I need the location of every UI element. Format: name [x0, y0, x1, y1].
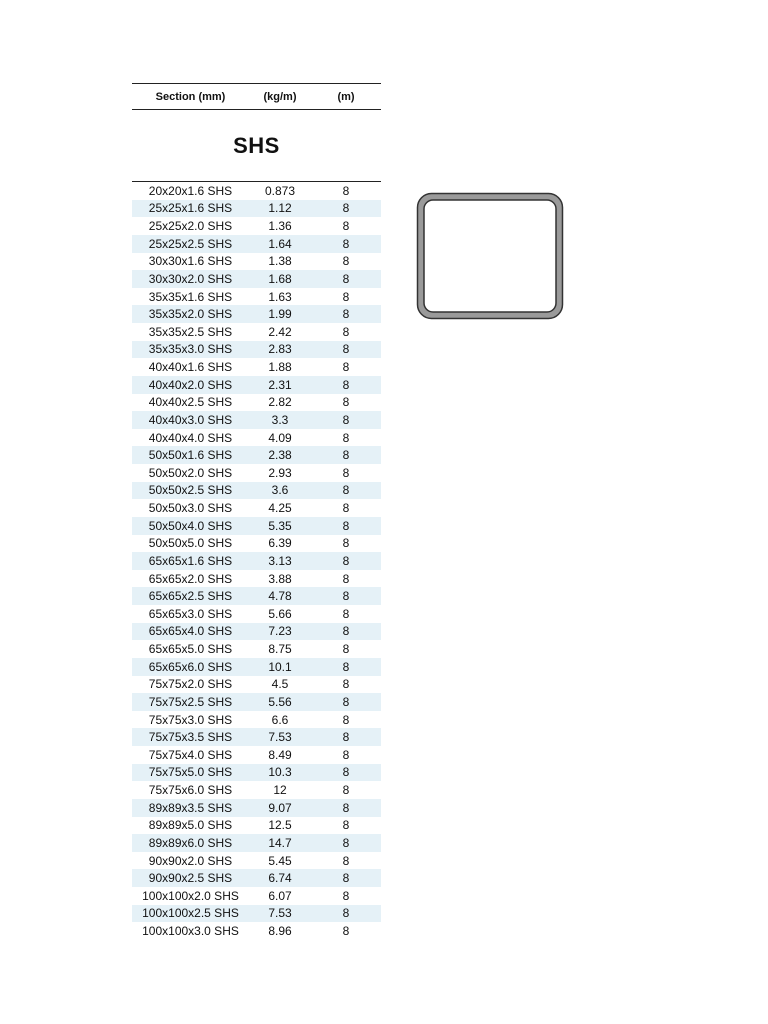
- table-row: [132, 676, 381, 694]
- cell-section: 25x25x1.6 SHS: [148, 201, 233, 216]
- table-row: [132, 887, 381, 905]
- cell-length: 8: [342, 571, 350, 586]
- cell-section: 100x100x2.5 SHS: [142, 906, 239, 921]
- cell-section: 40x40x1.6 SHS: [148, 360, 233, 375]
- table-row: [132, 711, 381, 729]
- table-row: [132, 834, 381, 852]
- cell-length: 8: [342, 871, 350, 886]
- table-title: SHS: [233, 132, 280, 158]
- cell-section: 65x65x2.0 SHS: [148, 571, 233, 586]
- cell-length: 8: [342, 677, 350, 692]
- cell-section: 75x75x3.5 SHS: [148, 730, 233, 745]
- table-row: [132, 429, 381, 447]
- cell-section: 35x35x2.0 SHS: [148, 307, 233, 322]
- cell-length: 8: [342, 888, 350, 903]
- cell-section: 75x75x5.0 SHS: [148, 765, 233, 780]
- table-row: [132, 852, 381, 870]
- cell-length: 8: [342, 465, 350, 480]
- cell-length: 8: [342, 853, 350, 868]
- cell-length: 8: [342, 377, 350, 392]
- cell-section: 30x30x1.6 SHS: [148, 254, 233, 269]
- table-row: [132, 693, 381, 711]
- cell-mass: 3.13: [268, 553, 292, 568]
- cell-length: 8: [342, 606, 350, 621]
- cell-section: 90x90x2.0 SHS: [148, 853, 233, 868]
- table-row: [132, 605, 381, 623]
- cell-section: 50x50x2.5 SHS: [148, 483, 233, 498]
- cell-section: 65x65x2.5 SHS: [148, 589, 233, 604]
- table-body: [132, 182, 381, 940]
- cell-length: 8: [342, 201, 350, 216]
- cell-length: 8: [342, 518, 350, 533]
- cell-mass: 12.5: [268, 818, 292, 833]
- cell-mass: 5.45: [268, 853, 292, 868]
- cell-mass: 8.96: [268, 924, 292, 939]
- table-row: [132, 217, 381, 235]
- cell-length: 8: [342, 642, 350, 657]
- table-row: [132, 817, 381, 835]
- cell-mass: 6.39: [268, 536, 292, 551]
- cell-mass: 10.1: [268, 659, 292, 674]
- cell-mass: 4.09: [268, 430, 292, 445]
- cell-length: 8: [342, 412, 350, 427]
- table-row: [132, 535, 381, 553]
- cell-mass: 1.99: [268, 307, 292, 322]
- table-row: [132, 623, 381, 641]
- cell-mass: 6.07: [268, 888, 292, 903]
- table-row: [132, 640, 381, 658]
- table-row: [132, 517, 381, 535]
- cell-length: 8: [342, 765, 350, 780]
- cell-mass: 12: [273, 783, 287, 798]
- table-row: [132, 799, 381, 817]
- cell-length: 8: [342, 324, 350, 339]
- cell-mass: 3.88: [268, 571, 292, 586]
- cell-length: 8: [342, 730, 350, 745]
- cell-length: 8: [342, 906, 350, 921]
- cell-section: 20x20x1.6 SHS: [148, 183, 233, 198]
- cell-length: 8: [342, 659, 350, 674]
- cell-length: 8: [342, 289, 350, 304]
- cell-section: 89x89x3.5 SHS: [148, 800, 233, 815]
- table-row: [132, 235, 381, 253]
- cell-section: 40x40x2.5 SHS: [148, 395, 233, 410]
- cell-section: 35x35x3.0 SHS: [148, 342, 233, 357]
- cell-length: 8: [342, 624, 350, 639]
- cell-section: 89x89x5.0 SHS: [148, 818, 233, 833]
- cell-mass: 2.93: [268, 465, 292, 480]
- square-hollow-section-icon: [416, 192, 564, 320]
- cell-mass: 2.83: [268, 342, 292, 357]
- table-row: [132, 781, 381, 799]
- table-row: [132, 746, 381, 764]
- cell-mass: 1.64: [268, 236, 292, 251]
- cell-section: 35x35x2.5 SHS: [148, 324, 233, 339]
- cell-mass: 3.3: [271, 412, 289, 427]
- cell-mass: 10.3: [268, 765, 292, 780]
- cell-section: 65x65x5.0 SHS: [148, 642, 233, 657]
- table-row: [132, 499, 381, 517]
- cell-mass: 7.23: [268, 624, 292, 639]
- cell-section: 50x50x2.0 SHS: [148, 465, 233, 480]
- table-row: [132, 869, 381, 887]
- cell-section: 35x35x1.6 SHS: [148, 289, 233, 304]
- table-row: [132, 253, 381, 271]
- table-row: [132, 482, 381, 500]
- cell-mass: 7.53: [268, 730, 292, 745]
- cell-section: 65x65x6.0 SHS: [148, 659, 233, 674]
- table-row: [132, 182, 381, 200]
- cell-mass: 7.53: [268, 906, 292, 921]
- cell-mass: 14.7: [268, 835, 292, 850]
- cell-length: 8: [342, 395, 350, 410]
- header-section: Section (mm): [155, 90, 226, 103]
- cell-mass: 0.873: [264, 183, 296, 198]
- table-row: [132, 323, 381, 341]
- cell-section: 89x89x6.0 SHS: [148, 835, 233, 850]
- cell-section: 75x75x2.0 SHS: [148, 677, 233, 692]
- cell-length: 8: [342, 536, 350, 551]
- cell-mass: 1.36: [268, 219, 292, 234]
- table-row: [132, 587, 381, 605]
- cell-length: 8: [342, 818, 350, 833]
- cell-section: 50x50x5.0 SHS: [148, 536, 233, 551]
- cell-section: 65x65x4.0 SHS: [148, 624, 233, 639]
- table-row: [132, 270, 381, 288]
- cell-mass: 1.88: [268, 360, 292, 375]
- cell-mass: 5.35: [268, 518, 292, 533]
- cell-length: 8: [342, 360, 350, 375]
- table-row: [132, 288, 381, 306]
- table-row: [132, 376, 381, 394]
- cell-length: 8: [342, 694, 350, 709]
- table-row: [132, 446, 381, 464]
- cell-length: 8: [342, 219, 350, 234]
- table-header: [132, 84, 381, 109]
- table-row: [132, 658, 381, 676]
- cell-length: 8: [342, 501, 350, 516]
- cell-section: 65x65x3.0 SHS: [148, 606, 233, 621]
- cell-length: 8: [342, 271, 350, 286]
- cell-length: 8: [342, 712, 350, 727]
- table-row: [132, 411, 381, 429]
- cell-length: 8: [342, 783, 350, 798]
- table-row: [132, 305, 381, 323]
- cell-section: 25x25x2.5 SHS: [148, 236, 233, 251]
- cell-length: 8: [342, 307, 350, 322]
- cell-mass: 1.63: [268, 289, 292, 304]
- cell-length: 8: [342, 183, 350, 198]
- cell-mass: 4.25: [268, 501, 292, 516]
- cell-length: 8: [342, 448, 350, 463]
- table-row: [132, 764, 381, 782]
- cell-mass: 5.56: [268, 694, 292, 709]
- cell-mass: 6.6: [271, 712, 289, 727]
- cell-mass: 1.12: [268, 201, 292, 216]
- cell-length: 8: [342, 483, 350, 498]
- table-row: [132, 464, 381, 482]
- cell-section: 100x100x3.0 SHS: [142, 924, 239, 939]
- cell-section: 50x50x3.0 SHS: [148, 501, 233, 516]
- cell-mass: 2.38: [268, 448, 292, 463]
- cell-length: 8: [342, 924, 350, 939]
- cell-length: 8: [342, 254, 350, 269]
- cell-section: 75x75x2.5 SHS: [148, 694, 233, 709]
- cell-section: 40x40x3.0 SHS: [148, 412, 233, 427]
- cell-section: 50x50x1.6 SHS: [148, 448, 233, 463]
- cell-length: 8: [342, 589, 350, 604]
- table-row: [132, 905, 381, 923]
- cell-mass: 4.5: [271, 677, 289, 692]
- header-mass: (kg/m): [263, 90, 297, 103]
- cell-mass: 8.75: [268, 642, 292, 657]
- cell-mass: 4.78: [268, 589, 292, 604]
- cell-section: 40x40x2.0 SHS: [148, 377, 233, 392]
- cell-mass: 3.6: [271, 483, 289, 498]
- cell-mass: 2.82: [268, 395, 292, 410]
- cell-mass: 6.74: [268, 871, 292, 886]
- header-length: (m): [337, 90, 355, 103]
- cell-section: 50x50x4.0 SHS: [148, 518, 233, 533]
- cell-section: 40x40x4.0 SHS: [148, 430, 233, 445]
- cell-mass: 9.07: [268, 800, 292, 815]
- table-row: [132, 358, 381, 376]
- cell-section: 25x25x2.0 SHS: [148, 219, 233, 234]
- cell-length: 8: [342, 835, 350, 850]
- cell-length: 8: [342, 800, 350, 815]
- table-row: [132, 200, 381, 218]
- cell-section: 30x30x2.0 SHS: [148, 271, 233, 286]
- cell-section: 75x75x6.0 SHS: [148, 783, 233, 798]
- table-row: [132, 394, 381, 412]
- cell-mass: 2.31: [268, 377, 292, 392]
- shs-table: [132, 83, 381, 940]
- cell-mass: 2.42: [268, 324, 292, 339]
- table-row: [132, 922, 381, 940]
- cell-length: 8: [342, 553, 350, 568]
- cell-section: 75x75x3.0 SHS: [148, 712, 233, 727]
- table-row: [132, 341, 381, 359]
- table-row: [132, 570, 381, 588]
- table-row: [132, 728, 381, 746]
- cell-section: 100x100x2.0 SHS: [142, 888, 239, 903]
- cell-mass: 1.68: [268, 271, 292, 286]
- cell-mass: 8.49: [268, 747, 292, 762]
- cell-section: 90x90x2.5 SHS: [148, 871, 233, 886]
- cell-mass: 1.38: [268, 254, 292, 269]
- cell-length: 8: [342, 430, 350, 445]
- table-row: [132, 552, 381, 570]
- cell-length: 8: [342, 747, 350, 762]
- cell-section: 65x65x1.6 SHS: [148, 553, 233, 568]
- cell-length: 8: [342, 342, 350, 357]
- cell-mass: 5.66: [268, 606, 292, 621]
- cell-length: 8: [342, 236, 350, 251]
- cell-section: 75x75x4.0 SHS: [148, 747, 233, 762]
